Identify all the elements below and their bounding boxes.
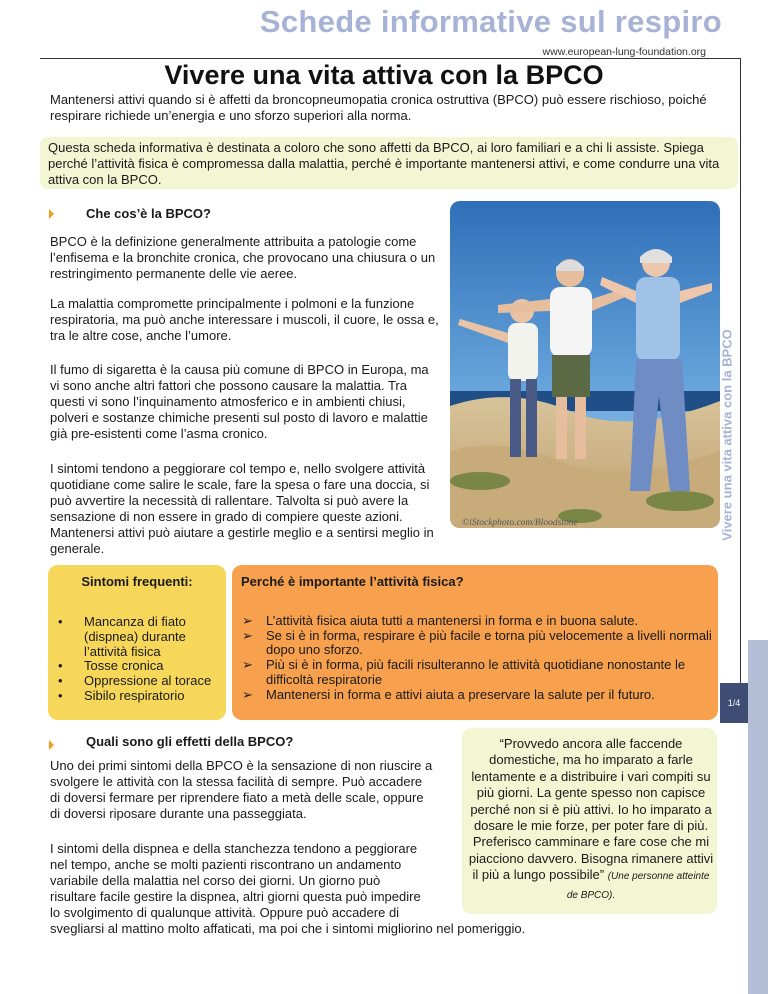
symptoms-list [52,615,222,704]
text-line: svolgere le attività con la stessa facilità di sempre. Può accadere [50,774,423,789]
page-title: Vivere una vita attiva con la BPCO [164,60,604,90]
text-line: variabile della malattia nel corso dei giorni. Un giorno può [50,873,381,888]
paragraph [50,841,525,937]
list-item: ➢ Più si è in forma, più facili risulteranno le attività quotidiane nonostante le difficoltà respiratorie [242,658,712,687]
patient-quote [466,736,716,904]
text-line: I sintomi della dispnea e della stanchezza tendono a peggiorare [50,841,418,856]
list-item: ➢ L’attività fisica aiuta tutti a mantenersi in forma e in buona salute. [242,614,712,629]
paragraph: I sintomi tendono a peggiorare col tempo e, nello svolgere attività quotidiane come salire le scale, fare la spesa o fare una doccia, si può avvertire la necessità di rallentare. Talvolta si può avere la sensazione di non essere in grado di compiere queste azioni. Mantenersi attivi può aiutare a gestirle meglio e a sentirsi meglio in generale. [50,461,434,556]
list-item: • Sibilo respiratorio [52,689,222,704]
importance-heading: Perché è importante l’attività fisica? [241,574,464,589]
symptoms-heading: Sintomi frequenti: [81,574,193,589]
text-line: Uno dei primi sintomi della BPCO è la sensazione di non riuscire a [50,758,433,773]
seniors-exercising-photo [450,201,720,528]
section-bullet-icon [49,209,54,219]
paragraph: BPCO è la definizione generalmente attribuita a patologie come l’enfisema e la bronchite cronica, che provocano una chiusura o un restringimento permanente delle vie aeree. [50,234,436,281]
photo-credit: ©iStockphoto.com/Bloodstone [462,518,578,528]
side-color-bar [748,640,768,994]
list-item: • Oppressione al torace [52,674,222,689]
text-line: nel tempo, anche se molti pazienti riscontrano un andamento [50,857,402,872]
section-heading-effects: Quali sono gli effetti della BPCO? [86,734,294,749]
quote-text: “Provvedo ancora alle faccende domestiche, ma ho imparato a farle lentamente e a distribuire i vari compiti su più giorni. La gente spesso non capisce perché non si è più attivi. Io ho imparato a dosare le mie forze, per poter fare di più. Preferisco camminare e fare cose che mi piacciono davvero. Bisogna rimanere attivi il più a lungo possibile” [468,736,714,883]
intro-paragraph: Mantenersi attivi quando si è affetti da broncopneumopatia cronica ostruttiva (BPCO) può essere rischioso, poiché respirare richiede un’energia e uno sforzo superiori alla norma. [50,92,707,123]
audience-box: Questa scheda informativa è destinata a coloro che sono affetti da BPCO, ai loro familiari e a chi li assiste. Spiega perché l’attività fisica è compromessa dalla malattia, perché è importante mantenersi attivi, e come condurre una vita attiva con la BPCO. [40,137,738,189]
quote-source: (Une personne atteinte de BPCO). [566,871,710,901]
text-line: di doversi riposare durante una passeggiata. [50,806,307,821]
page-number: 1/4 [720,683,748,723]
side-label-text: Vivere una vita attiva con la BPCO [719,329,735,541]
list-item: • Tosse cronica [52,659,222,674]
list-item: • Mancanza di fiato (dispnea) durante l’attività fisica [52,615,222,659]
paragraph: Il fumo di sigaretta è la causa più comune di BPCO in Europa, ma vi sono anche altri fattori che possono causare la malattia. Tra questi vi sono l’inquinamento atmosferico e in ambienti chiusi, polveri e sostanze chimiche presenti sul posto di lavoro e malattie già pre-esistenti come l’asma cronico. [50,362,429,441]
text-line: risultare facile gestire la dispnea, altri giorni questa può impedire [50,889,421,904]
paragraph: La malattia compromette principalmente i polmoni e la funzione respiratoria, ma può anche interessare i muscoli, il cuore, le ossa e, tra le altre cose, anche l’umore. [50,296,439,343]
side-label [712,250,742,620]
section-heading-what: Che cos’è la BPCO? [86,206,211,221]
text-line: di doversi fermare per riprendere fiato a metà delle scale, oppure [50,790,424,805]
header-rule [40,58,740,59]
section-bullet-icon [49,740,54,750]
text-line: svegliarsi al mattino molto affaticati, ma poi che i sintomi migliorino nel pomeriggio. [50,921,526,936]
list-item: ➢ Mantenersi in forma e attivi aiuta a preservare la salute per il futuro. [242,688,712,703]
website-url[interactable]: www.european-lung-foundation.org [542,46,706,58]
paragraph [50,758,432,822]
brand-title: Schede informative sul respiro [259,4,722,39]
list-item: ➢ Se si è in forma, respirare è più facile e torna più velocemente a livelli normali dopo uno sforzo. [242,629,712,658]
text-line: lo svolgimento di qualunque attività. Oppure può accadere di [50,905,400,920]
importance-list [242,614,712,702]
